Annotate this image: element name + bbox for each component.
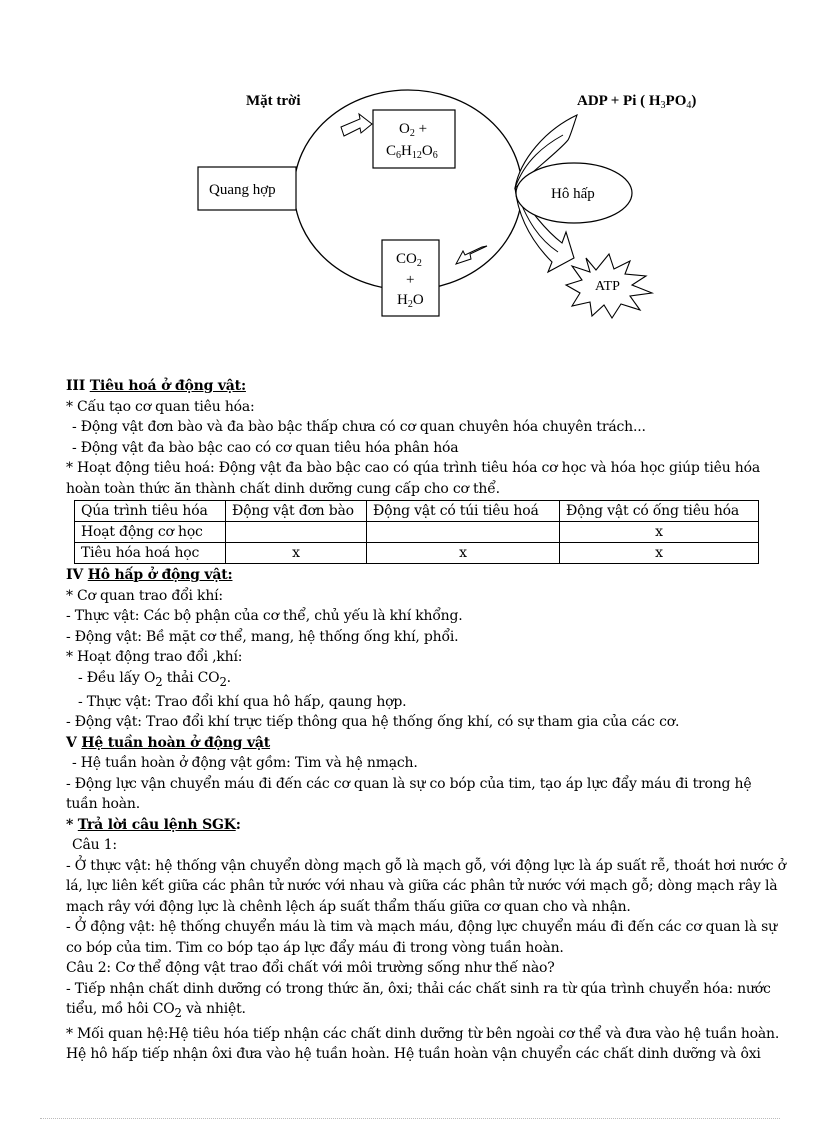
section3-line2: - Động vật đơn bào và đa bào bậc thấp chưa có cơ quan chuyên hóa chuyên trách... <box>72 419 646 435</box>
atp-label: ATP <box>595 279 620 294</box>
table-cell: x <box>560 522 759 543</box>
document-body <box>66 376 786 1065</box>
section3-line1: * Cấu tạo cơ quan tiêu hóa: <box>66 398 255 415</box>
section4-line4: * Hoạt động trao đổi ,khí: <box>66 649 243 665</box>
section3-heading: III Tiêu hoá ở động vật: <box>66 378 246 394</box>
section4-line5: - Đều lấy $O_2$ thải $CO_2$. <box>78 669 231 689</box>
table-header-cell: Động vật có túi tiêu hoá <box>367 501 560 522</box>
table-row <box>75 543 759 564</box>
section5-heading: V Hệ tuần hoàn ở động vật <box>66 734 271 751</box>
table-header-cell: Động vật có ống tiêu hóa <box>560 501 759 522</box>
section3-line3: - Động vật đa bào bậc cao có cơ quan tiêu hóa phân hóa <box>72 439 459 456</box>
footer-divider <box>40 1118 780 1119</box>
adp-pi-label: ADP + Pi ( $H_3PO_4$) <box>577 93 697 111</box>
photosynthesis-label: Quang hợp <box>209 182 276 198</box>
table-cell: x <box>226 543 367 564</box>
table-header-cell: Động vật đơn bào <box>226 501 367 522</box>
section5-line2: - Động lực vận chuyển máu đi đến các cơ quan là sự co bóp của tim, tạo áp lực đẩy máu đi trong hệ tuần hoàn. <box>66 775 752 813</box>
section4-line6: - Thực vật: Trao đổi khí qua hô hấp, qaung hợp. <box>78 693 407 710</box>
respiration-label: Hô hấp <box>551 186 595 202</box>
table-header-row <box>75 501 759 522</box>
question2-label: Câu 2: Cơ thể động vật trao đổi chất với môi trường sống như thế nào? <box>66 960 555 977</box>
table-row <box>75 522 759 543</box>
answer1-animals: - Ở động vật: hệ thống chuyển máu là tim và mạch máu, động lực chuyển máu đi đến các cơ quan là sự co bóp của tim. Tim co bóp tạo áp lực đẩy máu đi trong vòng tuần hoàn. <box>66 919 777 956</box>
table-cell: Tiêu hóa hoá học <box>75 543 226 564</box>
table-cell: x <box>560 543 759 564</box>
digestion-table <box>74 500 759 564</box>
section4-line1: * Cơ quan trao đổi khí: <box>66 587 223 604</box>
question1-label: Câu 1: <box>72 837 117 854</box>
section4-line3: - Động vật: Bề mặt cơ thể, mang, hệ thống ống khí, phổi. <box>66 628 459 645</box>
section3-line4: * Hoạt động tiêu hoá: Động vật đa bào bậc cao có qúa trình tiêu hóa cơ học và hóa học giúp tiêu hóa hoàn toàn thức ăn thành chất dinh dưỡng cung cấp cho cơ thể. <box>66 460 760 497</box>
answer1-plants: - Ở thực vật: hệ thống vận chuyển dòng mạch gỗ là mạch gỗ, với động lực là áp suất rễ, thoát hơi nước ở lá, lực liên kết giữa các phân tử nước với nhau và giữa các phân tử nước với mạch gỗ; dòng mạch rây là mạch rây với động lực là chênh lệch áp suất thẩm thấu giữa cơ quan cho và nhận. <box>66 857 786 915</box>
glucose-label: $C_6H_{12}O_6$ <box>386 143 438 161</box>
table-cell <box>226 522 367 543</box>
table-header-cell: Qúa trình tiêu hóa <box>75 501 226 522</box>
section4-heading: IV Hô hấp ở động vật: <box>66 567 233 583</box>
answer2-relationship: * Mối quan hệ:Hệ tiêu hóa tiếp nhận các chất dinh dưỡng từ bên ngoài cơ thể và đưa vào hệ tuần hoàn. Hệ hô hấp tiếp nhận ôxi đưa vào hệ tuần hoàn. Hệ tuần hoàn vận chuyển các chất dinh dưỡng và ôxi <box>66 1025 780 1063</box>
co2-label: $CO_2$ <box>396 251 422 269</box>
arrow-to-co2-icon <box>456 246 487 264</box>
table-cell: Hoạt động cơ học <box>75 522 226 543</box>
arrow-to-o2-icon <box>341 114 372 136</box>
answer2-exchange: - Tiếp nhận chất dinh dưỡng có trong thức ăn, ôxi; thải các chất sinh ra từ qúa trình chuyển hóa: nước tiểu, mồ hôi $CO_2$ và nhiệt. <box>66 980 771 1021</box>
o2-label: $O_2$ + <box>399 121 428 139</box>
answers-heading: * Trả lời câu lệnh SGK: <box>66 816 241 833</box>
section5-line1: - Hệ tuần hoàn ở động vật gồm: Tim và hệ nmạch. <box>72 755 418 772</box>
section4-line2: - Thực vật: Các bộ phận của cơ thể, chủ yếu là khí khổng. <box>66 608 463 624</box>
section4-line7: - Động vật: Trao đổi khí trực tiếp thông qua hệ thống ống khí, có sự tham gia của các cơ. <box>66 714 680 731</box>
table-cell <box>367 522 560 543</box>
plus-label: + <box>406 272 415 288</box>
photosynthesis-respiration-diagram <box>0 0 816 370</box>
water-label: $H_2O$ <box>397 292 424 310</box>
sun-label: Mặt trời <box>246 93 301 109</box>
table-cell: x <box>367 543 560 564</box>
